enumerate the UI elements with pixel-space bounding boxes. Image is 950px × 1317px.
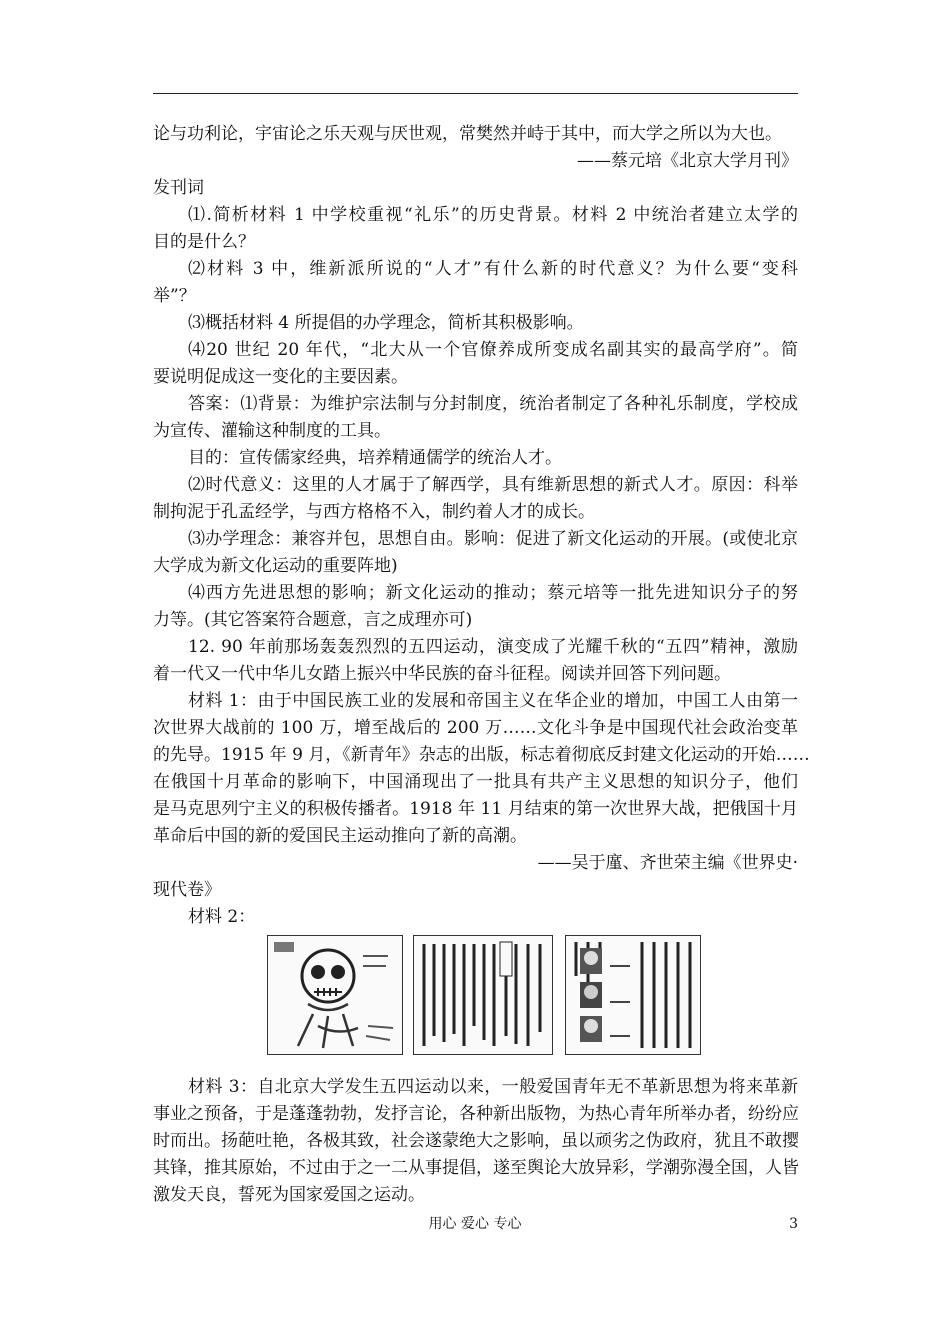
text-line: 论与功利论，宇宙论之乐天观与厌世观，常樊然并峙于其中，而大学之所以为大也。 bbox=[153, 124, 782, 144]
text-line: 现代卷》 bbox=[153, 880, 221, 900]
material-3: 材料 3：自北京大学发生五四运动以来，一般爱国青年无不革新思想为将来革新 bbox=[188, 1077, 798, 1097]
newspaper-portraits-image bbox=[565, 935, 701, 1055]
question-1: ⑴.简析材料 1 中学校重视“礼乐”的历史背景。材料 2 中统治者建立太学的 bbox=[188, 205, 798, 225]
citation: ——蔡元培《北京大学月刊》 bbox=[577, 151, 798, 171]
text-line: 次世界大战前的 100 万，增至战后的 200 万……文化斗争是中国现代社会政治变革 bbox=[153, 718, 798, 738]
answer-1: 答案：⑴背景：为维护宗法制与分封制度，统治者制定了各种礼乐制度，学校成 bbox=[188, 394, 798, 414]
text-line: 其锋，推其原始，不过由于之一二从事提倡，遂至舆论大放异彩，学潮弥漫全国，人皆 bbox=[153, 1158, 799, 1178]
skull-cartoon-image bbox=[267, 935, 403, 1055]
answer-4: ⑷西方先进思想的影响；新文化运动的推动；蔡元培等一批先进知识分子的努 bbox=[188, 583, 798, 603]
text-line: 制拘泥于孔孟经学，与西方格格不入，制约着人才的成长。 bbox=[153, 502, 595, 522]
text-line: 大学成为新文化运动的重要阵地) bbox=[153, 556, 398, 576]
text-line: 目的是什么？ bbox=[153, 232, 255, 252]
text-line: 革命后中国的新的爱国民主运动推向了新的高潮。 bbox=[153, 826, 527, 846]
header-rule bbox=[153, 93, 798, 94]
text-line: 是马克思列宁主义的积极传播者。1918 年 11 月结束的第一次世界大战，把俄国十月 bbox=[153, 799, 798, 819]
page-number: 3 bbox=[789, 1216, 798, 1232]
answer-3: ⑶办学理念：兼容并包，思想自由。影响：促进了新文化运动的开展。(或使北京 bbox=[188, 529, 798, 549]
text-line: 激发天良，誓死为国家爱国之运动。 bbox=[153, 1185, 425, 1205]
material-2-label: 材料 2： bbox=[188, 907, 256, 927]
text-line: 举”？ bbox=[153, 286, 196, 306]
question-2: ⑵材料 3 中，维新派所说的“人才”有什么新的时代意义？为什么要“变科 bbox=[188, 259, 798, 279]
text-line: 为宣传、灌输这种制度的工具。 bbox=[153, 421, 391, 441]
question-4: ⑷20 世纪 20 年代，“北大从一个官僚养成所变成名副其实的最高学府”。简 bbox=[188, 340, 798, 360]
newspaper-columns-image bbox=[413, 935, 553, 1055]
text-line: 目的：宣传儒家经典，培养精通儒学的统治人才。 bbox=[188, 448, 562, 468]
text-line: 要说明促成这一变化的主要因素。 bbox=[153, 367, 408, 387]
text-line: 在俄国十月革命的影响下，中国涌现出了一批具有共产主义思想的知识分子，他们 bbox=[153, 772, 798, 792]
text-line: 发刊词 bbox=[153, 178, 204, 198]
question-3: ⑶概括材料 4 所提倡的办学理念，简析其积极影响。 bbox=[188, 313, 584, 333]
text-line: 力等。(其它答案符合题意，言之成理亦可) bbox=[153, 610, 473, 630]
citation: ——吴于廑、齐世荣主编《世界史· bbox=[537, 853, 798, 873]
text-line: 的先导。1915 年 9 月，《新青年》杂志的出版，标志着彻底反封建文化运动的开始…… bbox=[153, 745, 810, 765]
material-1: 材料 1：由于中国民族工业的发展和帝国主义在华企业的增加，中国工人由第一 bbox=[188, 691, 798, 711]
text-line: 时而出。扬葩吐艳，各极其致，社会遂蒙绝大之影响，虽以顽劣之伪政府，犹且不敢撄 bbox=[153, 1131, 799, 1151]
question-12: 12. 90 年前那场轰轰烈烈的五四运动，演变成了光耀千秋的“五四”精神，激励 bbox=[188, 637, 798, 657]
text-line: 事业之预备，于是蓬蓬勃勃，发抒言论，各种新出版物，为热心青年所举办者，纷纷应 bbox=[153, 1104, 799, 1124]
footer-motto: 用心 爱心 专心 bbox=[428, 1216, 522, 1232]
answer-2: ⑵时代意义：这里的人才属于了解西学，具有维新思想的新式人才。原因：科举 bbox=[188, 475, 798, 495]
text-line: 着一代又一代中华儿女踏上振兴中华民族的奋斗征程。阅读并回答下列问题。 bbox=[153, 664, 731, 684]
